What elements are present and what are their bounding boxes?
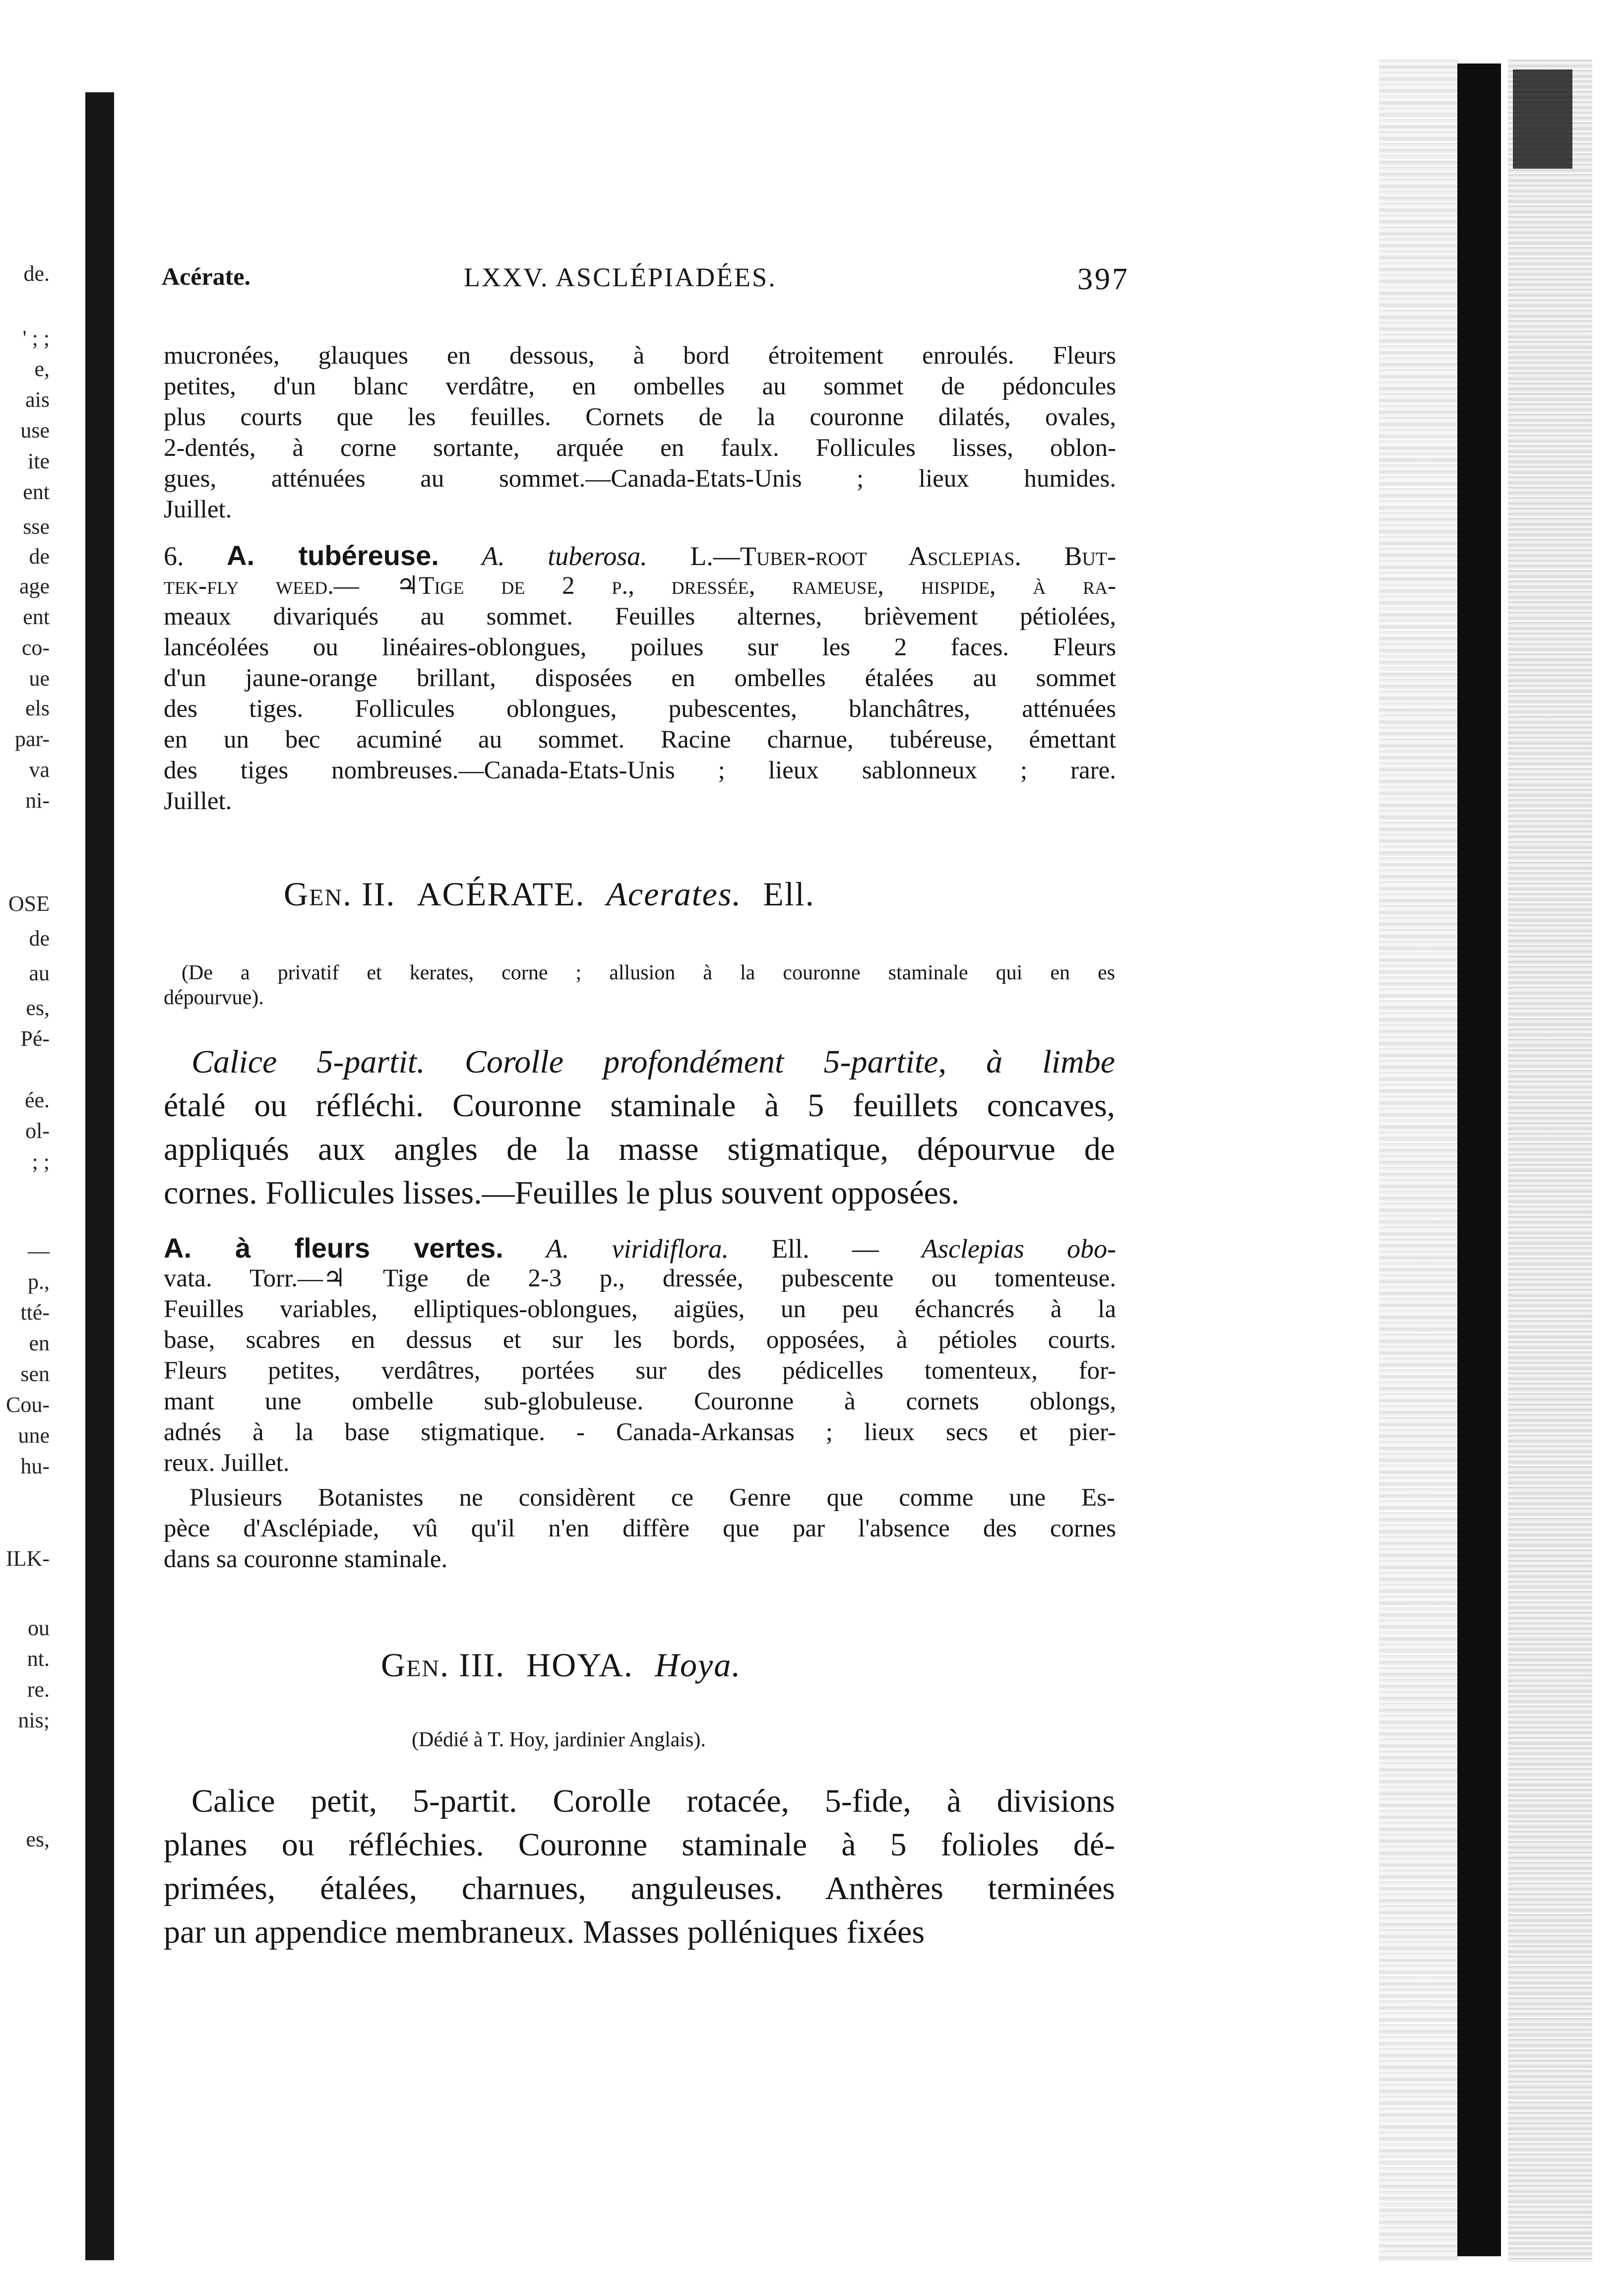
- margin-fragment: ent: [23, 480, 50, 504]
- text-line: en un bec acuminé au sommet. Racine charnue, tubéreuse, émettant: [164, 726, 1116, 754]
- species-common-name: Tuber-root Asclepias. But-: [740, 541, 1117, 571]
- page-number: 397: [1077, 262, 1129, 296]
- genus-latin: Acerates.: [606, 875, 742, 913]
- margin-fragment: ais: [25, 387, 50, 412]
- margin-fragment: ILK-: [6, 1546, 50, 1571]
- margin-fragment: Pé-: [20, 1026, 50, 1051]
- margin-fragment: ol-: [25, 1119, 50, 1143]
- description-line: cornes. Follicules lisses.—Feuilles le plus souvent opposées.: [164, 1175, 960, 1211]
- description-line: par un appendice membraneux. Masses polléniques fixées: [164, 1914, 925, 1950]
- margin-fragment: de: [29, 544, 50, 569]
- species-heading-line: [164, 542, 1116, 570]
- genus-author: Ell.: [763, 875, 815, 913]
- description-line: planes ou réfléchies. Couronne staminale à 5 folioles dé-: [164, 1827, 1115, 1863]
- margin-fragment: nt.: [27, 1647, 50, 1671]
- genus-label: Gen. III.: [381, 1646, 505, 1684]
- species-heading-line: [164, 1234, 1116, 1262]
- margin-fragment: re.: [27, 1677, 50, 1702]
- text-line: Juillet.: [164, 787, 232, 815]
- margin-fragment: —: [28, 1239, 50, 1263]
- margin-fragment: Cou-: [6, 1393, 50, 1417]
- genus-heading-acerate: [284, 877, 815, 911]
- text-line: Fleurs petites, verdâtres, portées sur des pédicelles tomenteux, for-: [164, 1357, 1116, 1385]
- margin-fragment: ée.: [24, 1088, 50, 1112]
- text-line: vata. Torr.—♃ Tige de 2-3 p., dressée, pubescente ou tomenteuse.: [164, 1265, 1116, 1292]
- text-line: adnés à la base stigmatique. - Canada-Arkansas ; lieux secs et pier-: [164, 1418, 1116, 1446]
- text-line: gues, atténuées au sommet.—Canada-Etats-Unis ; lieux humides.: [164, 465, 1116, 493]
- margin-fragment: co-: [21, 636, 50, 660]
- species-latin: A. tuberosa.: [482, 541, 647, 571]
- text-line: reux. Juillet.: [164, 1449, 290, 1477]
- species-latin: A. viridiflora.: [546, 1234, 729, 1264]
- note-line: pèce d'Asclépiade, vû qu'il n'en diffère que par l'absence des cornes: [164, 1515, 1116, 1542]
- margin-fragment: sse: [23, 514, 50, 539]
- text-line: plus courts que les feuilles. Cornets de la couronne dilatés, ovales,: [164, 403, 1116, 431]
- description-line: étalé ou réfléchi. Couronne staminale à 5 feuillets concaves,: [164, 1087, 1115, 1124]
- margin-fragment: au: [29, 961, 50, 985]
- margin-fragment: va: [29, 758, 50, 782]
- text-line: meaux divariqués au sommet. Feuilles alternes, brièvement pétiolées,: [164, 603, 1116, 631]
- description-line: [191, 1046, 1115, 1079]
- genus-heading-hoya: [381, 1648, 741, 1682]
- margin-fragment: use: [20, 418, 50, 443]
- margin-fragment: ent: [23, 605, 50, 629]
- margin-fragment: e,: [34, 357, 50, 381]
- species-author: Ell. —: [771, 1234, 879, 1264]
- etymology-line: (De a privatif et kerates, corne ; allusion à la couronne staminale qui en es: [182, 961, 1115, 984]
- note-line: dans sa couronne staminale.: [164, 1545, 448, 1573]
- margin-fragment: nis;: [18, 1708, 50, 1732]
- scan-edge-noise: [1379, 60, 1458, 2262]
- description-line: appliqués aux angles de la masse stigmatique, dépourvue de: [164, 1131, 1115, 1167]
- text-line: 2-dentés, à corne sortante, arquée en faulx. Follicules lisses, oblon-: [164, 434, 1116, 462]
- margin-fragment: sen: [20, 1362, 50, 1386]
- margin-fragment: en: [29, 1331, 50, 1355]
- margin-fragment: els: [25, 696, 50, 720]
- genus-name: ACÉRATE.: [417, 875, 585, 913]
- margin-fragment: age: [19, 574, 50, 598]
- text-line: base, scabres en dessus et sur les bords, opposées, à pétioles courts.: [164, 1326, 1116, 1354]
- description-text: Calice 5-partit. Corolle profondément 5-partite, à limbe: [191, 1044, 1115, 1080]
- running-head-family: LXXV. ASCLÉPIADÉES.: [464, 262, 777, 292]
- species-author: L.—: [690, 541, 740, 571]
- margin-fragment: ite: [28, 449, 50, 473]
- genus-name: HOYA.: [526, 1646, 633, 1684]
- etymology-line: (Dédié à T. Hoy, jardinier Anglais).: [412, 1728, 706, 1751]
- text-line: tek-fly weed.— ♃Tige de 2 p., dressée, rameuse, hispide, à ra-: [164, 572, 1116, 600]
- text-line: d'un jaune-orange brillant, disposées en ombelles étalées au sommet: [164, 664, 1116, 692]
- text-line: mucronées, glauques en dessous, à bord étroitement enroulés. Fleurs: [164, 342, 1116, 370]
- text-line: mant une ombelle sub-globuleuse. Couronne à cornets oblongs,: [164, 1388, 1116, 1415]
- text-line: petites, d'un blanc verdâtre, en ombelles au sommet de pédoncules: [164, 373, 1116, 400]
- binding-shadow: [85, 92, 114, 2260]
- genus-latin: Hoya.: [654, 1646, 742, 1684]
- margin-fragment: p.,: [28, 1270, 50, 1294]
- margin-fragment: ' ; ;: [22, 326, 50, 350]
- text-line: des tiges. Follicules oblongues, pubescentes, blanchâtres, atténuées: [164, 695, 1116, 723]
- description-line: Calice petit, 5-partit. Corolle rotacée, 5-fide, à divisions: [191, 1783, 1115, 1819]
- margin-fragment: OSE: [8, 891, 50, 916]
- text-line: des tiges nombreuses.—Canada-Etats-Unis ; lieux sablonneux ; rare.: [164, 757, 1116, 784]
- margin-fragment: par-: [15, 727, 50, 751]
- scan-edge-dark-patch: [1513, 69, 1572, 169]
- margin-fragment: ; ;: [32, 1149, 50, 1174]
- note-line: Plusieurs Botanistes ne considèrent ce Genre que comme une Es-: [189, 1484, 1115, 1512]
- text-line: Feuilles variables, elliptiques-oblongues, aigües, un peu échancrés à la: [164, 1295, 1116, 1323]
- margin-fragment: de: [29, 926, 50, 951]
- etymology-line: dépourvue).: [164, 986, 264, 1009]
- margin-fragment: hu-: [20, 1454, 50, 1478]
- species-synonym: Asclepias obo-: [921, 1234, 1117, 1264]
- margin-fragment: une: [18, 1423, 50, 1448]
- description-line: primées, étalées, charnues, anguleuses. Anthères terminées: [164, 1870, 1115, 1907]
- margin-fragment: tté-: [20, 1300, 50, 1325]
- margin-fragment: es,: [26, 996, 50, 1020]
- scan-edge-noise-outer: [1508, 60, 1592, 2262]
- species-name: A. à fleurs vertes.: [164, 1232, 503, 1264]
- margin-fragment: ou: [28, 1616, 50, 1640]
- margin-fragment: ue: [29, 666, 50, 691]
- margin-fragment: de.: [23, 261, 50, 286]
- genus-label: Gen. II.: [284, 875, 396, 913]
- species-number: 6.: [164, 541, 184, 571]
- species-name: A. tubéreuse.: [227, 540, 439, 571]
- text-line: Juillet.: [164, 496, 232, 523]
- margin-fragment: es,: [26, 1827, 50, 1851]
- running-head-genus: Acérate.: [162, 262, 251, 290]
- text-line: lancéolées ou linéaires-oblongues, poilues sur les 2 faces. Fleurs: [164, 634, 1116, 661]
- margin-fragment: ni-: [25, 788, 50, 813]
- page-edge-shadow: [1457, 64, 1501, 2256]
